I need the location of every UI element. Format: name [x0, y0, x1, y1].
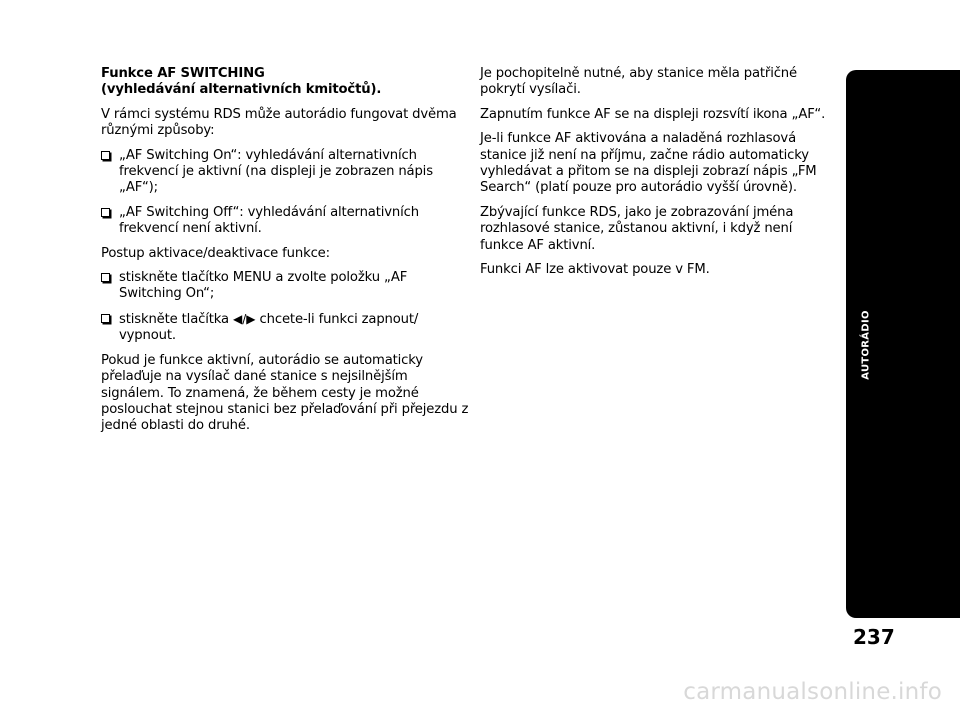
list-item	[101, 205, 471, 238]
chapter-label: AUTORÁDIO	[860, 310, 872, 380]
page-number: 237	[853, 625, 895, 649]
closing-paragraph: Pokud je funkce aktivní, autorádio se automaticky přelaďuje na vysílač dané stanice s nejsilnějším signálem. To znamená, že během cesty je možné poslouchat stejnou stanici bez přelaďování při přejezdu z jedné oblasti do druhé.	[101, 352, 469, 434]
heading-line-2: (vyhledávání alternativních kmitočtů).	[101, 82, 382, 98]
step-2-prefix: stiskněte tlačítka	[119, 311, 229, 327]
paragraph: Je-li funkce AF aktivována a naladěná rozhlasová stanice již není na příjmu, začne rádio automaticky vyhledávat a přitom se na displeji zobrazí nápis „FM Search“ (platí pouze pro autorádio vyšší úrovně).	[480, 131, 817, 196]
checkbox-bullet-icon	[101, 314, 110, 323]
mode-off-text: „AF Switching Off“: vyhledávání alternativních frekvencí není aktivní.	[119, 204, 419, 237]
list-item	[101, 270, 471, 303]
step-2-suffix: chcete-li funkci zapnout/ vypnout.	[119, 311, 419, 344]
heading-line-1: Funkce AF SWITCHING	[101, 66, 265, 81]
left-right-arrows-icon: ◀/▶	[233, 311, 256, 326]
paragraph: Je pochopitelně nutné, aby stanice měla patřičné pokrytí vysílači.	[480, 66, 797, 98]
procedure-title: Postup aktivace/deaktivace funkce:	[101, 245, 330, 261]
step-1-text: stiskněte tlačítko MENU a zvolte položku „AF Switching On“;	[119, 270, 408, 302]
mode-on-text: „AF Switching On“: vyhledávání alternativních frekvencí je aktivní (na displeji je zobrazen nápis „AF“);	[119, 147, 433, 196]
right-column	[480, 66, 832, 286]
paragraph: Funkci AF lze aktivovat pouze v FM.	[480, 262, 710, 278]
intro-paragraph: V rámci systému RDS může autorádio fungovat dvěma různými způsoby:	[101, 106, 457, 139]
list-item	[101, 311, 471, 345]
checkbox-bullet-icon	[101, 273, 110, 282]
list-item	[101, 148, 471, 197]
paragraph: Zbývající funkce RDS, jako je zobrazování jména rozhlasové stanice, zůstanou aktivní, i když není funkce AF aktivní.	[480, 204, 794, 253]
section-heading	[101, 66, 471, 99]
paragraph: Zapnutím funkce AF se na displeji rozsvítí ikona „AF“.	[480, 106, 826, 122]
left-column	[101, 66, 471, 443]
checkbox-bullet-icon	[101, 208, 110, 217]
checkbox-bullet-icon	[101, 151, 110, 160]
watermark: carmanualsonline.info	[683, 679, 942, 705]
